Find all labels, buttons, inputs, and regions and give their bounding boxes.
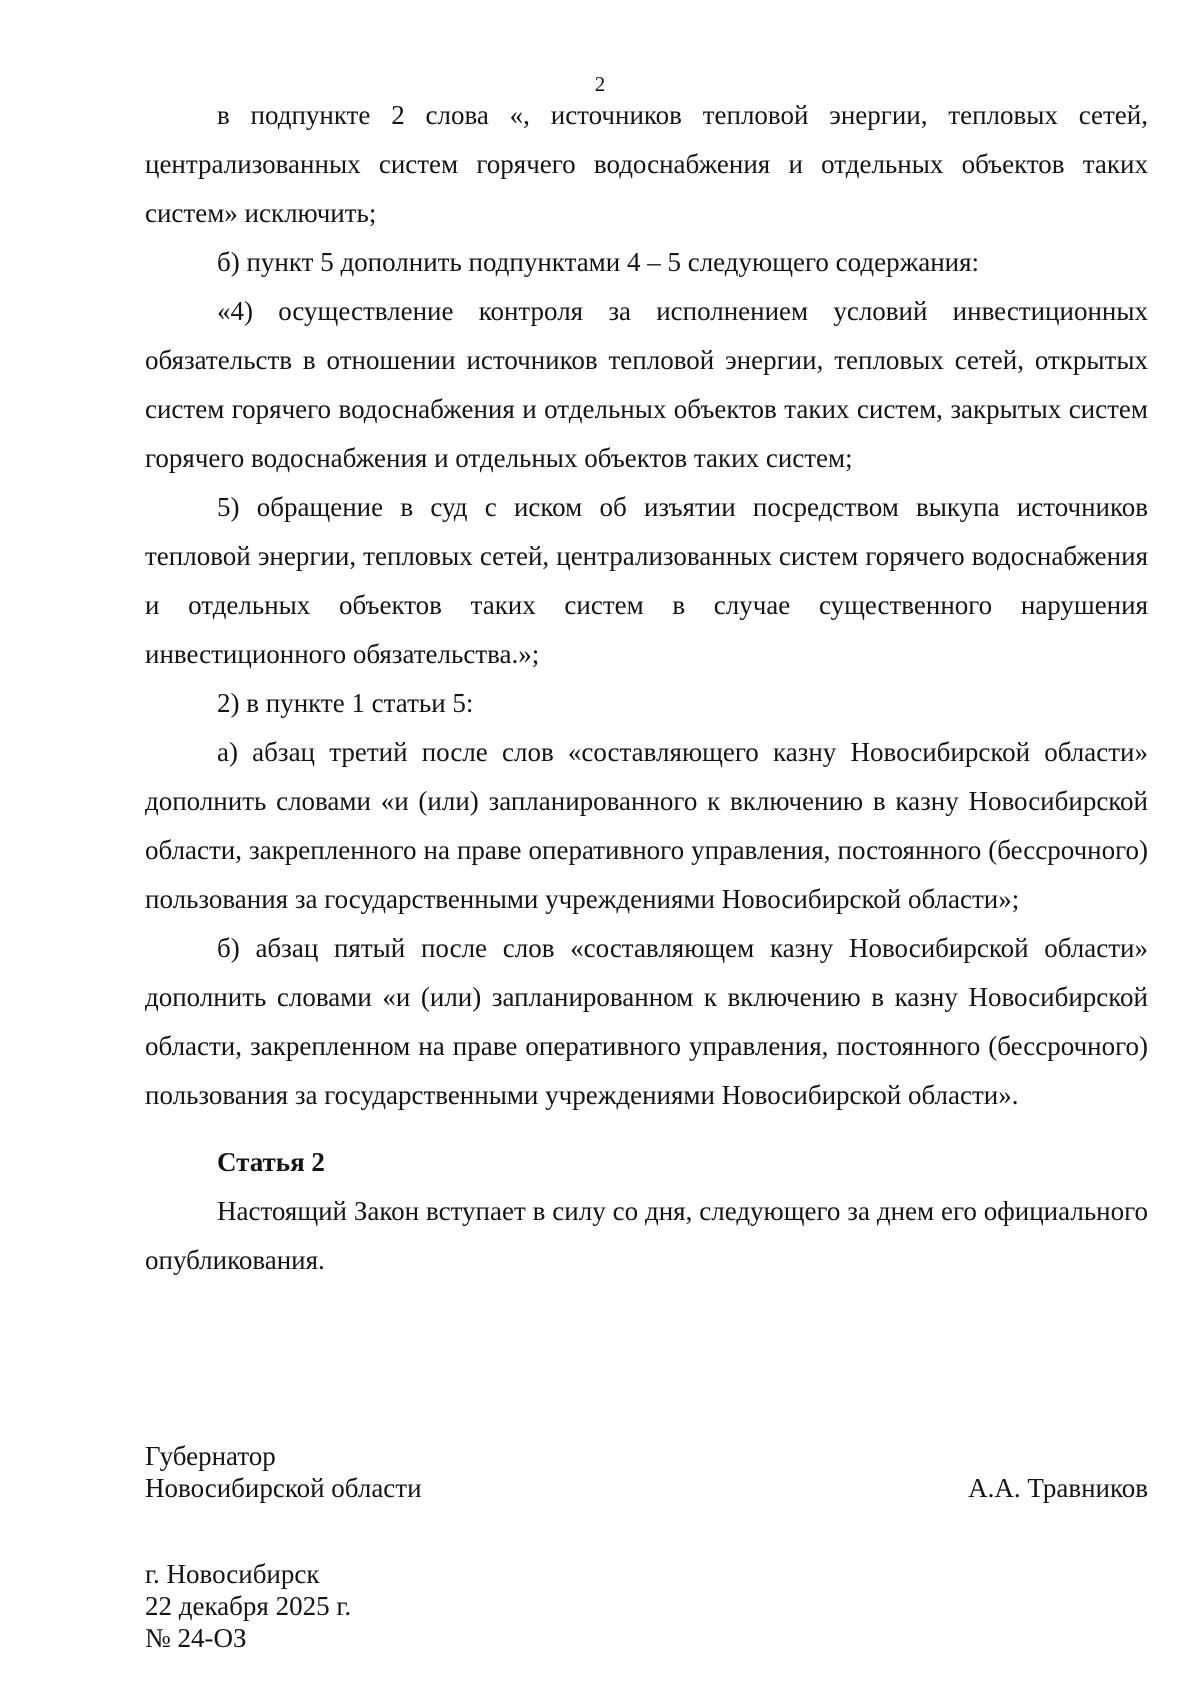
paragraph-item-b-point-5: б) пункт 5 дополнить подпунктами 4 – 5 следующего содержания: <box>217 247 980 277</box>
place-date-block <box>145 1558 745 1654</box>
paragraph-subitem-2-amendment: в подпункте 2 слова «, источников тепловой энергии, тепловых сетей, централизованных систем горячего водоснабжения и отдельных объектов таких систем» исключить; <box>145 100 1148 228</box>
signer-title-line-1: Губернатор <box>145 1441 276 1471</box>
paragraph-item-b-fifth-para: б) абзац пятый после слов «составляющем казну Новосибирской области» дополнить словами «и (или) запланированном к включению в казну Новосибирской области, закрепленном на праве оперативного управления, постоянного (бессрочного) пользования за государственными учреждениями Новосибирской области». <box>145 933 1148 1110</box>
paragraph-subitem-4: «4) осуществление контроля за исполнением условий инвестиционных обязательств в отношении источников тепловой энергии, тепловых сетей, открытых систем горячего водоснабжения и отдельных объектов таких систем, закрытых систем горячего водоснабжения и отдельных объектов таких систем; <box>145 296 1148 473</box>
date: 22 декабря 2025 г. <box>145 1591 352 1621</box>
signer-title-line-2: Новосибирской области <box>145 1473 422 1503</box>
page-number: 2 <box>594 72 606 96</box>
article-2-text: Настоящий Закон вступает в силу со дня, следующего за днем его официального опубликования. <box>145 1196 1148 1275</box>
signature-block <box>145 1440 1148 1504</box>
paragraph-subitem-5: 5) обращение в суд с иском об изъятии посредством выкупа источников тепловой энергии, тепловых сетей, централизованных систем горячего водоснабжения и отдельных объектов таких систем в случае существенного нарушения инвестиционного обязательства.»; <box>145 492 1148 669</box>
city: г. Новосибирск <box>145 1559 320 1589</box>
signature-row <box>145 1472 1148 1504</box>
article-2-heading: Статья 2 <box>217 1147 325 1177</box>
paragraph-item-a-third-para: а) абзац третий после слов «составляющего казну Новосибирской области» дополнить словами «и (или) запланированного к включению в казну Новосибирской области, закрепленного на праве оперативного управления, постоянного (бессрочного) пользования за государственными учреждениями Новосибирской области»; <box>145 737 1148 914</box>
signer-name: А.А. Травников <box>968 1473 1148 1503</box>
paragraph-item-2-article-5: 2) в пункте 1 статьи 5: <box>217 688 474 718</box>
law-number: № 24-ОЗ <box>145 1623 247 1653</box>
document-body <box>145 91 1148 1285</box>
